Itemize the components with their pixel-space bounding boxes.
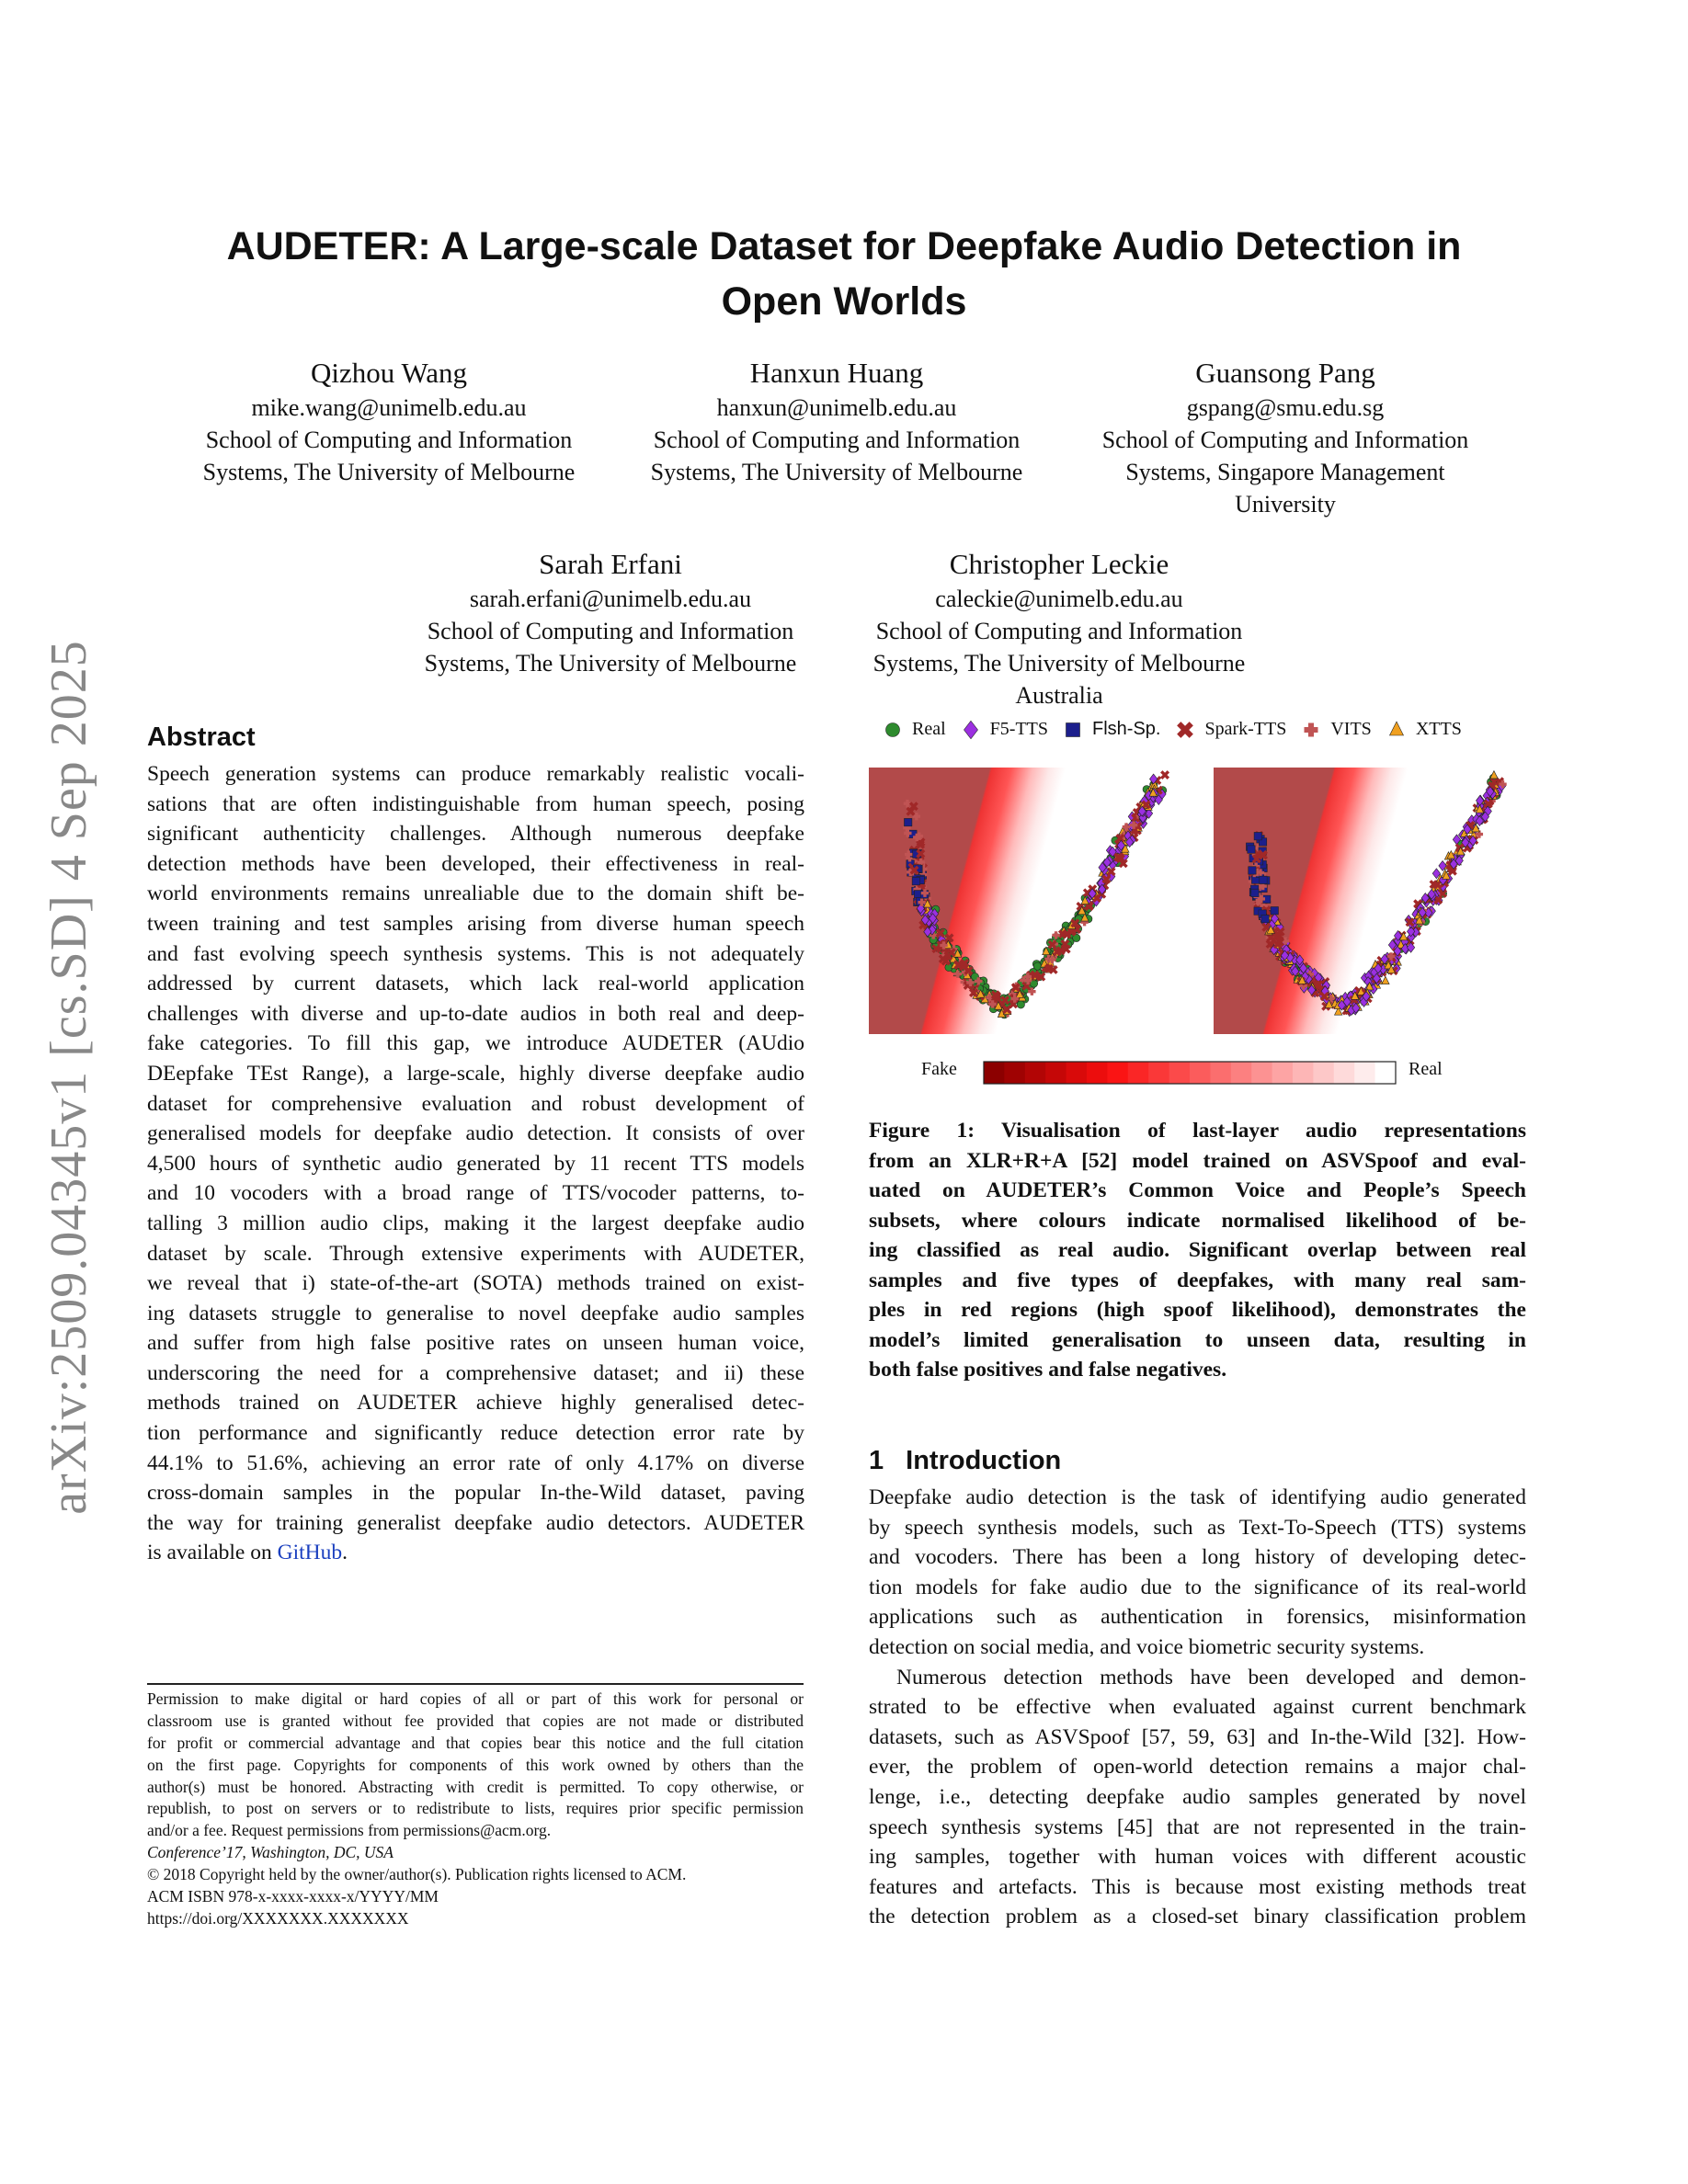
footnote-line: author(s) must be honored. Abstracting with credit is permitted. To copy otherwise, or [147,1777,804,1796]
abstract-line: world environments remains unrealiable due to the domain shift be- [147,882,804,906]
marker-square [1254,832,1261,839]
colorbar-swatch [1293,1062,1314,1084]
abstract-line: detection methods have been developed, their effectiveness in real- [147,851,804,876]
github-link[interactable]: GitHub [277,1541,343,1565]
intro-line: strated to be effective when evaluated against current benchmark [869,1695,1526,1720]
abstract-line: underscoring the need for a comprehensive dataset; and ii) these [147,1360,804,1385]
author-name: Guansong Pang [1195,357,1375,389]
intro-line: applications such as authentication in forensics, misinformation [869,1605,1526,1630]
section-title: Introduction [906,1446,1062,1475]
footnote-line: classroom use is granted without fee provided that copies are not made or distributed [147,1711,804,1730]
intro-line: detection on social media, and voice biometric security systems. [869,1634,1425,1659]
author-affiliation: School of Computing and Information [875,618,1243,644]
author-affiliation: Systems, The University of Melbourne [202,459,576,485]
abstract-line: Speech generation systems can produce remarkably realistic vocali- [147,762,804,786]
abstract-line: significant authenticity challenges. Although numerous deepfake [147,822,804,847]
caption-line: from an XLR+R+A [52] model trained on ASVSpoof and eval- [869,1148,1526,1173]
author-block [381,546,840,679]
abstract-line: the way for training generalist deepfake audio detectors. AUDETER [147,1510,804,1535]
caption-line: subsets, where colours indicate normalised likelihood of be- [869,1208,1526,1233]
marker-plus [1305,722,1318,736]
colorbar-swatch [1210,1062,1231,1084]
author-affiliation: School of Computing and Information [427,618,794,644]
author-affiliation: Systems, The University of Melbourne [424,650,797,677]
author-email: caleckie@unimelb.edu.au [935,586,1183,612]
legend-marker-triangle-icon [1386,720,1407,740]
abstract-line: fake categories. To fill this gap, we introduce AUDETER (AUdio [147,1031,804,1056]
abstract-heading: Abstract [147,722,256,752]
author-name: Sarah Erfani [539,548,682,580]
colorbar-swatch [1066,1062,1088,1084]
legend-marker-diamond-icon [961,720,981,740]
author-email: hanxun@unimelb.edu.au [716,394,957,421]
author-block [1055,355,1515,520]
caption-line: ples in red regions (high spoof likelihood), demonstrates the [869,1298,1526,1322]
colorbar-swatch [1251,1062,1272,1084]
intro-line: ing samples, together with human voices with different acoustic [869,1845,1526,1870]
colorbar-swatch [1190,1062,1211,1084]
author-affiliation: School of Computing and Information [205,427,573,453]
footnote-line: republish, to post on servers or to redistribute to lists, requires prior specific permission [147,1799,804,1818]
legend-label: F5-TTS [989,719,1048,739]
abstract-section [147,722,804,1568]
caption-line: ing classified as real audio. Significant overlap between real [869,1238,1526,1262]
abstract-line: DEepfake TEst Range), a large-scale, highly diverse deepfake audio [147,1061,804,1086]
colorbar-swatch [1087,1062,1108,1084]
marker-square [904,818,911,825]
author-email: mike.wang@unimelb.edu.au [251,394,527,421]
author-affiliation: University [1235,491,1336,518]
text: . [342,1541,348,1565]
paper-title [92,219,1596,329]
marker-diamond [964,721,977,739]
marker-square [1066,722,1080,736]
abstract-line: challenges with diverse and up-to-date audios in both real and deep- [147,1001,804,1026]
abstract-line: sations that are often indistinguishable from human speech, posing [147,791,804,816]
intro-line: ever, the problem of open-world detection remains a major chal- [869,1755,1526,1780]
colorbar-swatch [984,1062,1005,1084]
marker-square [1249,867,1256,874]
colorbar-swatch [1334,1062,1355,1084]
abstract-line: 44.1% to 51.6%, achieving an error rate of only 4.17% on diverse [147,1450,804,1475]
abstract-line: cross-domain samples in the popular In-the-Wild dataset, paving [147,1481,804,1506]
colorbar-swatch [1169,1062,1191,1084]
abstract-line: addressed by current datasets, which lack real-world application [147,972,804,996]
caption-line: Figure 1: Visualisation of last-layer audio representations [869,1119,1526,1143]
arxiv-identifier: arXiv:2509.04345v1 [cs.SD] 4 Sep 2025 [40,640,97,1515]
figure-caption [869,1116,1526,1385]
abstract-line: and fast evolving speech synthesis systems. This is not adequately [147,941,804,966]
abstract-line: ing datasets struggle to generalise to novel deepfake audio samples [147,1301,804,1325]
marker-square [1261,915,1269,922]
abstract-line: talling 3 million audio clips, making it the largest deepfake audio [147,1211,804,1235]
legend-item [1301,719,1371,740]
intro-line: lenge, i.e., detecting deepfake audio samples generated by novel [869,1784,1526,1809]
marker-square [912,877,919,884]
author-block [607,355,1066,488]
legend-marker-x-icon [1175,720,1195,740]
abstract-line: dataset by scale. Through extensive experiments with AUDETER, [147,1241,804,1266]
author-email: sarah.erfani@unimelb.edu.au [469,586,752,612]
abstract-line: we reveal that i) state-of-the-art (SOTA) methods trained on exist- [147,1271,804,1296]
colorbar-swatch [1231,1062,1252,1084]
colorbar-swatch [1313,1062,1334,1084]
intro-line: tion models for fake audio due to the significance of its real-world [869,1575,1526,1599]
abstract-line: and suffer from high false positive rates on unseen human voice, [147,1331,804,1356]
legend-label: Real [912,719,946,739]
intro-line: datasets, such as ASVSpoof [57, 59, 63] and In-the-Wild [32]. How- [869,1724,1526,1749]
introduction-heading [869,1446,1526,1483]
colorbar-swatch [1354,1062,1375,1084]
introduction-section [869,1446,1526,1932]
intro-line: the detection problem as a closed-set binary classification problem [869,1905,1526,1929]
abstract-line [147,1538,804,1568]
caption-line: samples and five types of deepfakes, with many real sam- [869,1268,1526,1292]
section-number: 1 [869,1446,884,1475]
author-block [829,546,1289,711]
author-affiliation: Systems, The University of Melbourne [873,650,1246,677]
legend-item [1063,719,1160,740]
intro-line: and vocoders. There has been a long history of developing detec- [869,1545,1526,1570]
footnote-line: and/or a fee. Request permissions from permissions@acm.org. [147,1821,552,1840]
colorbar-fake-label: Fake [921,1059,957,1079]
author-name: Christopher Leckie [949,548,1169,580]
marker-circle [1017,1001,1024,1008]
author-block [159,355,619,488]
legend-marker-plus-icon [1301,720,1321,740]
marker-square [1271,907,1278,915]
marker-circle [886,722,900,736]
author-name: Hanxun Huang [749,357,924,389]
author-affiliation: Systems, The University of Melbourne [650,459,1023,485]
legend-marker-square-icon [1063,720,1083,740]
abstract-line: 4,500 hours of synthetic audio generated by 11 recent TTS models [147,1151,804,1176]
abstract-line: and 10 vocoders with a broad range of TTS/vocoder patterns, to- [147,1181,804,1206]
intro-line: speech synthesis systems [45] that are not represented in the train- [869,1814,1526,1839]
colorbar-swatch [1148,1062,1169,1084]
colorbar-swatch [1272,1062,1294,1084]
title-line: AUDETER: A Large-scale Dataset for Deepfake Audio Detection in [226,224,1462,268]
caption-line: both false positives and false negatives. [869,1358,1227,1382]
footnote-isbn: ACM ISBN 978-x-xxxx-xxxx-x/YYYY/MM [147,1887,439,1906]
colorbar-swatch [1025,1062,1046,1084]
marker-triangle [1389,722,1403,735]
caption-line: model’s limited generalisation to unseen data, resulting in [869,1327,1526,1352]
abstract-line: methods trained on AUDETER achieve highly generalised detec- [147,1391,804,1416]
footnote-copyright: © 2018 Copyright held by the owner/author(s). Publication rights licensed to ACM. [147,1865,687,1884]
footnote-line: Permission to make digital or hard copies of all or part of this work for personal or [147,1689,804,1708]
author-affiliation: Systems, Singapore Management [1125,459,1445,485]
footnote-line: for profit or commercial advantage and that copies bear this notice and the full citation [147,1733,804,1752]
abstract-line: generalised models for deepfake audio detection. It consists of over [147,1121,804,1146]
footnote-doi: https://doi.org/XXXXXXX.XXXXXXX [147,1908,409,1928]
scatter-panel-peoples-speech [1214,768,1524,1034]
scatter-panel-common-voice [869,768,1186,1034]
legend-item [1175,719,1286,740]
colorbar-swatch [1107,1062,1128,1084]
legend-item [883,719,946,740]
marker-square [1248,846,1255,853]
title-line: Open Worlds [721,279,967,324]
marker-x [1180,723,1192,736]
author-affiliation: School of Computing and Information [653,427,1021,453]
marker-square [1260,876,1267,883]
author-name: Qizhou Wang [311,357,467,389]
figure-legend [883,719,1526,740]
abstract-line: tween training and test samples arising from diverse human speech [147,911,804,936]
intro-line: by speech synthesis models, such as Text-To-Speech (TTS) systems [869,1515,1526,1540]
author-affiliation: Australia [1015,682,1103,709]
legend-label: XTTS [1415,719,1462,739]
abstract-line: tion performance and significantly reduce detection error rate by [147,1421,804,1446]
legend-marker-circle-icon [883,720,903,740]
caption-line: uated on AUDETER’s Common Voice and People’s Speech [869,1178,1526,1202]
footnote [147,1683,804,1930]
colorbar-swatch [1004,1062,1025,1084]
legend-item [1386,719,1462,740]
text: is available on [147,1541,278,1565]
intro-line: Deepfake audio detection is the task of identifying audio generated [869,1485,1526,1509]
author-email: gspang@smu.edu.sg [1186,394,1385,421]
colorbar-real-label: Real [1409,1059,1443,1079]
abstract-line: dataset for comprehensive evaluation and robust development of [147,1091,804,1116]
author-affiliation: School of Computing and Information [1101,427,1469,453]
colorbar-swatch [1045,1062,1066,1084]
marker-square [1251,889,1259,896]
footnote-conference: Conference’17, Washington, DC, USA [147,1843,393,1862]
footnote-line: on the first page. Copyrights for components of this work owned by others than the [147,1755,804,1774]
legend-label: Flsh-Sp. [1092,719,1161,739]
legend-item [961,719,1048,740]
colorbar-swatch [1375,1062,1397,1084]
intro-line: features and artefacts. This is because most existing methods treat [869,1874,1526,1899]
legend-label: Spark-TTS [1204,719,1287,739]
colorbar-swatch [1128,1062,1149,1084]
legend-label: VITS [1330,719,1372,739]
intro-line: Numerous detection methods have been developed and demon- [896,1665,1526,1689]
colorbar [983,1061,1397,1085]
